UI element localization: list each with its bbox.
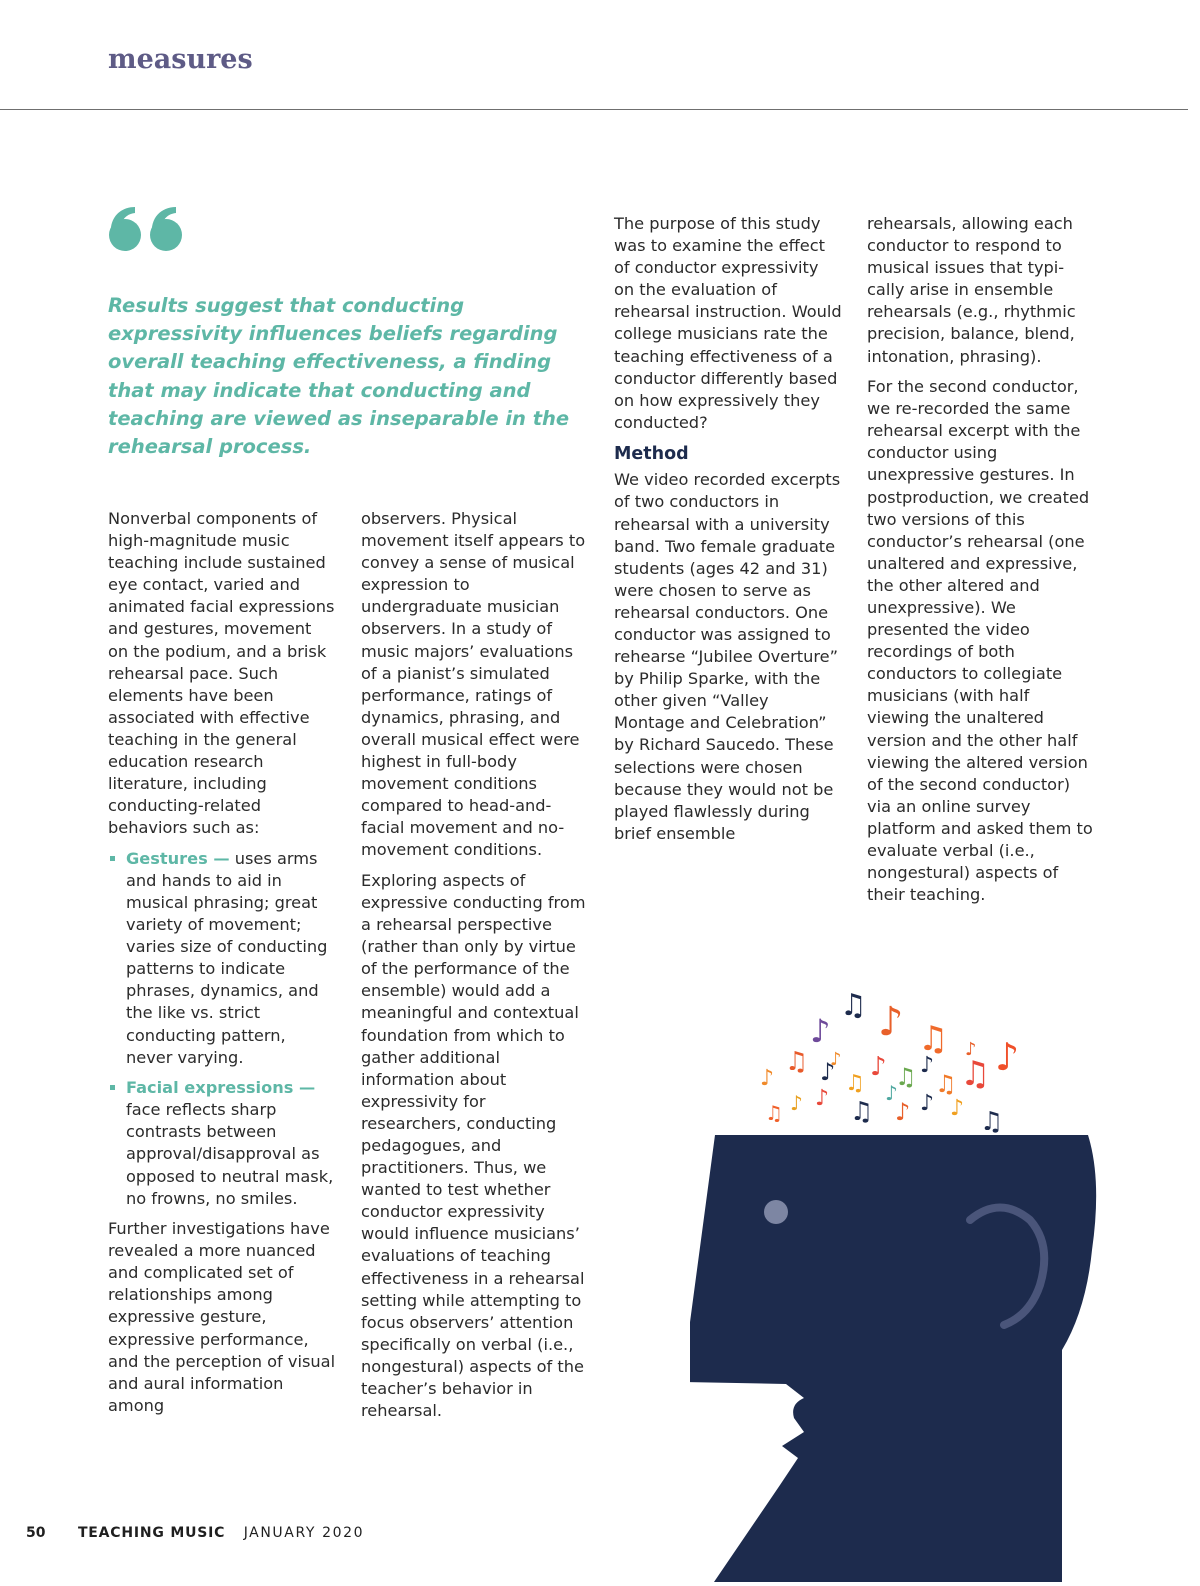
bullet-term: Gestures — [126, 848, 230, 868]
svg-text:♪: ♪ [878, 999, 904, 1045]
svg-text:♪: ♪ [790, 1091, 803, 1115]
paragraph: Further investigations have revealed a more nuanced and complicated set of relationships among expressive gesture, expressive performance, and the perception of visual and aural information among [108, 1219, 336, 1415]
quote-open-icon [106, 204, 188, 258]
svg-text:♫: ♫ [785, 1047, 809, 1077]
svg-text:♪: ♪ [885, 1081, 898, 1105]
svg-text:♪: ♪ [965, 1039, 977, 1060]
head-with-music-notes-icon [690, 980, 1110, 1586]
header-rule [0, 109, 1188, 110]
bullet-item [108, 1077, 336, 1210]
page-number: 50 [26, 1525, 46, 1541]
bullet-text: face reflects sharp contrasts between approval/disapproval as opposed to neutral mask, no frowns, no smiles. [126, 1100, 334, 1208]
column-3 [614, 213, 842, 853]
paragraph: For the second conductor, we re-recorded the same rehearsal excerpt with the conductor using unexpressive gestures. In postproduction, we created two versions of this conductor’s rehearsal (one unaltered and expressive, the other altered and unexpressive). We presented the video recordings of both conductors to collegiate musicians (with half viewing the unaltered version and the other half viewing the altered version of the second conductor) via an online survey platform and asked them to evaluate verbal (i.e., nongestural) aspects of their teaching. [867, 377, 1093, 905]
svg-text:♪: ♪ [950, 1096, 965, 1121]
paragraph: The purpose of this study was to examine the effect of conductor expressivity on the evaluation of rehearsal instruction. Would college musicians rate the teaching effectiveness of a conductor differently based on how expressively they conducted? [614, 214, 842, 432]
issue-date: JANUARY 2020 [243, 1525, 365, 1541]
svg-text:♫: ♫ [840, 988, 867, 1023]
paragraph: observers. Physical movement itself appears to convey a sense of musical expression to undergraduate musician observers. In a study of music majors’ evaluations of a pianist’s simulated performance, ratings of dynamics, phrasing, and overall musical effect were highest in full-body movement conditions compared to head-and-facial movement and no-movement conditions. [361, 509, 586, 860]
magazine-title: TEACHING MUSIC [77, 1525, 226, 1541]
svg-text:♪: ♪ [830, 1049, 842, 1070]
svg-text:♪: ♪ [820, 1058, 836, 1086]
svg-text:♫: ♫ [850, 1097, 874, 1127]
svg-text:♪: ♪ [870, 1052, 887, 1082]
paragraph: We video recorded excerpts of two conductors in rehearsal with a university band. Two female graduate students (ages 42 and 31) were chosen to serve as rehearsal conductors. One conductor was assigned to rehearse “Jubilee Overture” by Philip Sparke, with the other given “Valley Montage and Celebration” by Richard Saucedo. These selections were chosen because they would not be played flawlessly during brief ensemble [614, 470, 841, 843]
svg-text:♪: ♪ [995, 1035, 1020, 1079]
svg-text:♪: ♪ [895, 1098, 911, 1126]
svg-text:♫: ♫ [960, 1054, 991, 1094]
svg-text:♪: ♪ [815, 1086, 830, 1111]
paragraph: Exploring aspects of expressive conducting from a rehearsal perspective (rather than only by virtue of the performance of the ensemble) would add a meaningful and contextual foundation from which to gather additional information about expressivity for researchers, conducting pedagogues, and practitioners. Thus, we wanted to test whether conductor expressivity would influence musicians’ evaluations of teaching effectiveness in a rehearsal setting while attempting to focus observers’ attention specifically on verbal (i.e., nongestural) aspects of the teacher’s behavior in rehearsal. [361, 870, 586, 1421]
method-heading: Method [614, 444, 689, 465]
footer [26, 1525, 364, 1541]
bullet-text: uses arms and hands to aid in musical phrasing; great variety of movement; varies size of conducting patterns to indicate phrases, dynamics, and the like vs. strict conducting pattern, never varying. [126, 848, 328, 1067]
svg-text:♪: ♪ [920, 1091, 935, 1116]
section-label: measures [108, 44, 253, 75]
svg-text:♫: ♫ [895, 1063, 917, 1091]
svg-text:♫: ♫ [980, 1107, 1004, 1137]
bullet-list [108, 848, 336, 1210]
paragraph: Nonverbal components of high-magnitude music teaching include sustained eye contact, varied and animated facial expressions and gestures, movement on the podium, and a brisk rehearsal pace. Such elements have been associated with effective teaching in the general education research literature, including conducting-related behaviors such as: [108, 509, 335, 838]
paragraph: rehearsals, allowing each conductor to respond to musical issues that typi-cally arise in ensemble rehearsals (e.g., rhythmic precision, balance, blend, intonation, phrasing). [867, 214, 1076, 366]
svg-text:♫: ♫ [765, 1101, 783, 1125]
svg-text:♪: ♪ [920, 1053, 935, 1078]
svg-text:♫: ♫ [935, 1070, 957, 1098]
bullet-item [108, 848, 336, 1069]
svg-text:♫: ♫ [918, 1019, 949, 1059]
column-4 [867, 213, 1093, 915]
svg-text:♪: ♪ [810, 1012, 831, 1050]
svg-text:♪: ♪ [760, 1066, 775, 1091]
bullet-term: Facial expressions — [126, 1078, 316, 1098]
pull-quote: Results suggest that conducting expressivity influences beliefs regarding overall teaching effectiveness, a finding that may indicate that conducting and teaching are viewed as inseparable in the rehearsal process. [108, 294, 570, 459]
svg-text:♫: ♫ [845, 1071, 865, 1096]
column-1 [108, 508, 336, 1425]
column-2 [361, 508, 587, 1431]
